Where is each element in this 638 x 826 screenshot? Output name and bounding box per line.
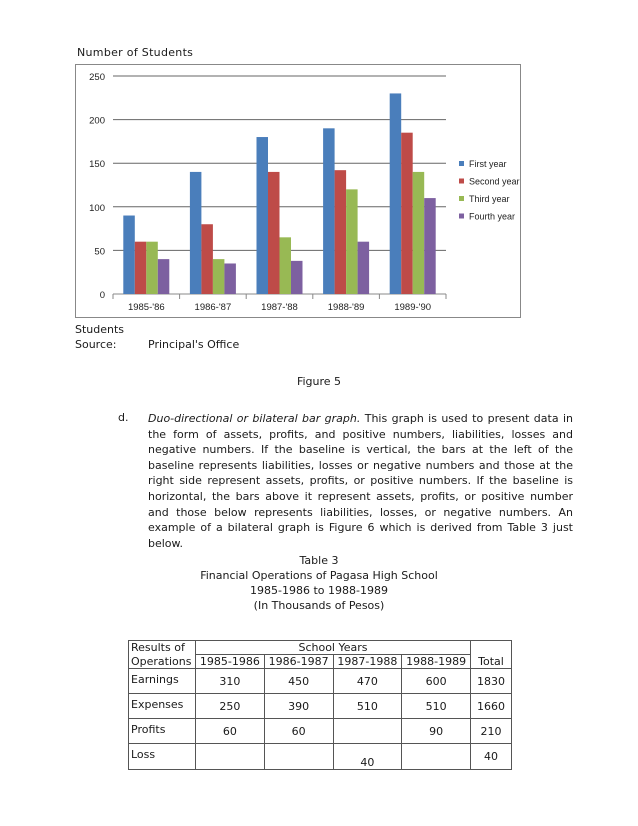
total-cell: 1830 bbox=[471, 669, 512, 694]
table-cell bbox=[402, 744, 471, 770]
row-label: Expenses bbox=[129, 694, 196, 719]
bar bbox=[280, 237, 292, 294]
bar-chart bbox=[75, 64, 521, 318]
row-label: Profits bbox=[129, 719, 196, 744]
total-cell: 40 bbox=[471, 744, 512, 770]
x-tick-label: 1987-'88 bbox=[261, 302, 298, 313]
header-label-2: Operations bbox=[129, 655, 196, 669]
paragraph-marker: d. bbox=[118, 411, 129, 424]
bar bbox=[146, 242, 158, 294]
legend-swatch bbox=[459, 196, 464, 201]
bar bbox=[291, 261, 303, 294]
figure-caption: Figure 5 bbox=[296, 375, 342, 388]
bar bbox=[346, 189, 358, 294]
legend-label: First year bbox=[469, 159, 507, 169]
table-row bbox=[129, 719, 512, 744]
y-tick-label: 50 bbox=[94, 246, 105, 258]
table-range: 1985-1986 to 1988-1989 bbox=[250, 584, 388, 597]
legend-label: Third year bbox=[469, 194, 510, 204]
legend-swatch bbox=[459, 161, 464, 166]
table-cell bbox=[264, 744, 333, 770]
group-header: School Years bbox=[196, 641, 471, 655]
table-cell: 450 bbox=[264, 669, 333, 694]
bar bbox=[123, 216, 135, 294]
total-header: Total bbox=[471, 641, 512, 669]
bar bbox=[358, 242, 370, 294]
bar bbox=[158, 259, 170, 294]
legend-label: Second year bbox=[469, 176, 520, 187]
table-number: Table 3 bbox=[299, 554, 339, 567]
table-cell bbox=[196, 744, 265, 770]
table-cell bbox=[333, 719, 402, 744]
y-tick-label: 250 bbox=[89, 72, 105, 83]
legend-swatch bbox=[459, 179, 464, 184]
x-tick-label: 1989-'90 bbox=[394, 302, 432, 313]
y-tick-label: 200 bbox=[89, 115, 105, 127]
bar bbox=[190, 172, 202, 294]
source-label: Source: bbox=[75, 338, 117, 351]
table-title: Financial Operations of Pagasa High School bbox=[200, 569, 438, 582]
bar bbox=[323, 128, 335, 294]
table-row bbox=[129, 694, 512, 719]
year-header: 1987-1988 bbox=[333, 655, 402, 669]
table-units: (In Thousands of Pesos) bbox=[253, 599, 385, 612]
bar bbox=[257, 137, 269, 294]
bar bbox=[335, 170, 347, 294]
table-cell: 390 bbox=[264, 694, 333, 719]
x-tick-label: 1986-'87 bbox=[194, 302, 232, 313]
financial-table bbox=[128, 640, 512, 770]
legend-swatch bbox=[459, 214, 464, 219]
paragraph-title: Duo-directional or bilateral bar graph. bbox=[148, 412, 361, 425]
table-row bbox=[129, 669, 512, 694]
year-header: 1985-1986 bbox=[196, 655, 265, 669]
bar bbox=[224, 263, 236, 294]
bar bbox=[390, 93, 402, 294]
source-value: Principal's Office bbox=[148, 338, 240, 351]
table-cell: 510 bbox=[402, 694, 471, 719]
year-header: 1986-1987 bbox=[264, 655, 333, 669]
table-cell: 310 bbox=[196, 669, 265, 694]
paragraph bbox=[148, 411, 573, 551]
table-cell: 40 bbox=[333, 744, 402, 770]
header-label-1: Results of bbox=[129, 641, 196, 655]
legend-label: Fourth year bbox=[469, 211, 516, 222]
x-tick-label: 1985-'86 bbox=[127, 302, 165, 313]
y-tick-label: 100 bbox=[89, 202, 105, 214]
bar bbox=[424, 198, 436, 294]
table-cell: 250 bbox=[196, 694, 265, 719]
bar bbox=[213, 259, 225, 294]
table-cell: 600 bbox=[402, 669, 471, 694]
row-label: Loss bbox=[129, 744, 196, 770]
x-axis-label: Students bbox=[75, 323, 125, 336]
x-tick-label: 1988-'89 bbox=[327, 302, 365, 313]
table-row bbox=[129, 744, 512, 770]
table-cell: 90 bbox=[402, 719, 471, 744]
bar bbox=[135, 242, 147, 294]
table-cell: 60 bbox=[196, 719, 265, 744]
total-cell: 210 bbox=[471, 719, 512, 744]
chart-title: Number of Students bbox=[77, 46, 194, 59]
bar-chart-svg bbox=[76, 65, 522, 319]
paragraph-body: This graph is used to present data in the form of assets, profits, and positive numbers, liabilities, losses and negative numbers. If the baseline is vertical, the bars at the left of the baseline represents liabilities, losses or negative numbers and those at the right side represent assets, profits, or positive numbers. If the baseline is horizontal, the bars above it represent assets, profits, or positive number and those below represents liabilities, losses, or negative numbers. An example of a bilateral graph is Figure 6 which is derived from Table 3 just below. bbox=[148, 412, 573, 550]
total-cell: 1660 bbox=[471, 694, 512, 719]
y-tick-label: 0 bbox=[99, 290, 105, 301]
row-label: Earnings bbox=[129, 669, 196, 694]
bar bbox=[201, 224, 213, 294]
bar bbox=[413, 172, 425, 294]
table-cell: 60 bbox=[264, 719, 333, 744]
bar bbox=[401, 133, 413, 294]
year-header: 1988-1989 bbox=[402, 655, 471, 669]
bar bbox=[268, 172, 280, 294]
table-cell: 510 bbox=[333, 694, 402, 719]
table-body bbox=[129, 669, 512, 770]
table-cell: 470 bbox=[333, 669, 402, 694]
y-tick-label: 150 bbox=[89, 159, 105, 171]
